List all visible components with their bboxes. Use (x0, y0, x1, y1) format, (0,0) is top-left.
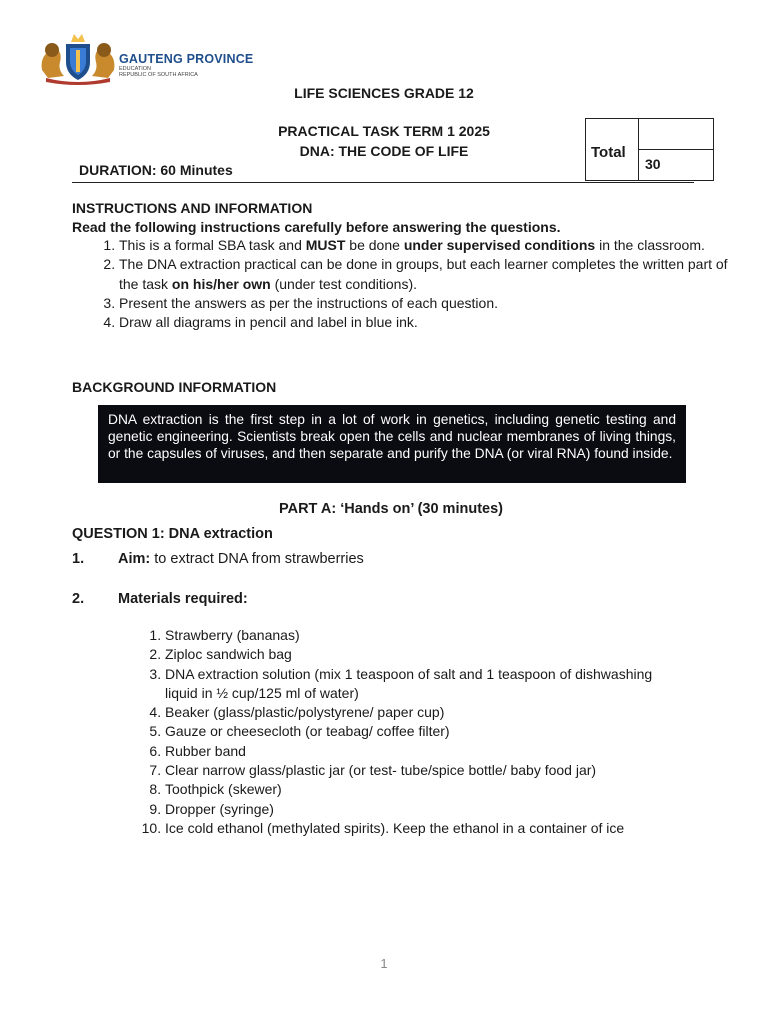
instruction-item: 1. This is a formal SBA task and MUST be done under supervised conditions in the classroom. (119, 236, 749, 255)
background-text-box: DNA extraction is the first step in a lot of work in genetics, including genetic testing and genetic engineering. Scientists break open the cells and nuclear membranes of living things, or the capsules of viruses, and then separate and purify the DNA (or viral RNA) found inside. (98, 405, 686, 483)
logo-title: GAUTENG PROVINCE (119, 52, 254, 66)
instructions-lead: Read the following instructions carefully before answering the questions. (72, 219, 561, 235)
material-item: 3. DNA extraction solution (mix 1 teaspoon of salt and 1 teaspoon of dishwashing liquid in ½ cup/125 ml of water) (165, 665, 685, 704)
instruction-item: 3. Present the answers as per the instructions of each question. (119, 294, 749, 313)
part-a-title: PART A: ‘Hands on’ (30 minutes) (279, 501, 503, 517)
materials-title: Materials required: (118, 591, 248, 607)
materials-list (118, 626, 685, 838)
material-item: 8. Toothpick (skewer) (165, 780, 685, 799)
subject-heading: LIFE SCIENCES GRADE 12 (294, 85, 474, 101)
material-item: 2. Ziploc sandwich bag (165, 645, 685, 664)
header-divider (72, 182, 694, 183)
page-number: 1 (380, 956, 388, 971)
material-item: 7. Clear narrow glass/plastic jar (or test- tube/spice bottle/ baby food jar) (165, 761, 685, 780)
material-item: 9. Dropper (syringe) (165, 800, 685, 819)
materials-number: 2. (72, 591, 85, 607)
instruction-item: 4. Draw all diagrams in pencil and label in blue ink. (119, 313, 749, 332)
task-heading: PRACTICAL TASK TERM 1 2025 (278, 123, 490, 139)
material-item: 4. Beaker (glass/plastic/polystyrene/ paper cup) (165, 703, 685, 722)
material-item: 6. Rubber band (165, 742, 685, 761)
topic-heading: DNA: THE CODE OF LIFE (299, 143, 469, 159)
duration-label: DURATION: 60 Minutes (79, 162, 233, 178)
aim-line: Aim: to extract DNA from strawberries (118, 551, 364, 567)
material-item: 1. Strawberry (bananas) (165, 626, 685, 645)
material-item: 10. Ice cold ethanol (methylated spirits). Keep the ethanol in a container of ice (165, 819, 685, 838)
instructions-list (72, 236, 749, 332)
aim-number: 1. (72, 551, 85, 567)
logo-subtitle-education: EDUCATION (119, 66, 151, 72)
material-item: 5. Gauze or cheesecloth (or teabag/ coffee filter) (165, 722, 685, 741)
instruction-item: 2. The DNA extraction practical can be done in groups, but each learner completes the written part of the task on his/her own (under test conditions). (119, 255, 749, 294)
background-title: BACKGROUND INFORMATION (72, 379, 277, 395)
total-value: 30 (645, 156, 661, 172)
total-label: Total (591, 144, 626, 161)
logo-subtitle-country: REPUBLIC OF SOUTH AFRICA (119, 72, 198, 78)
question-1-title: QUESTION 1: DNA extraction (72, 526, 273, 542)
instructions-title: INSTRUCTIONS AND INFORMATION (72, 200, 313, 216)
